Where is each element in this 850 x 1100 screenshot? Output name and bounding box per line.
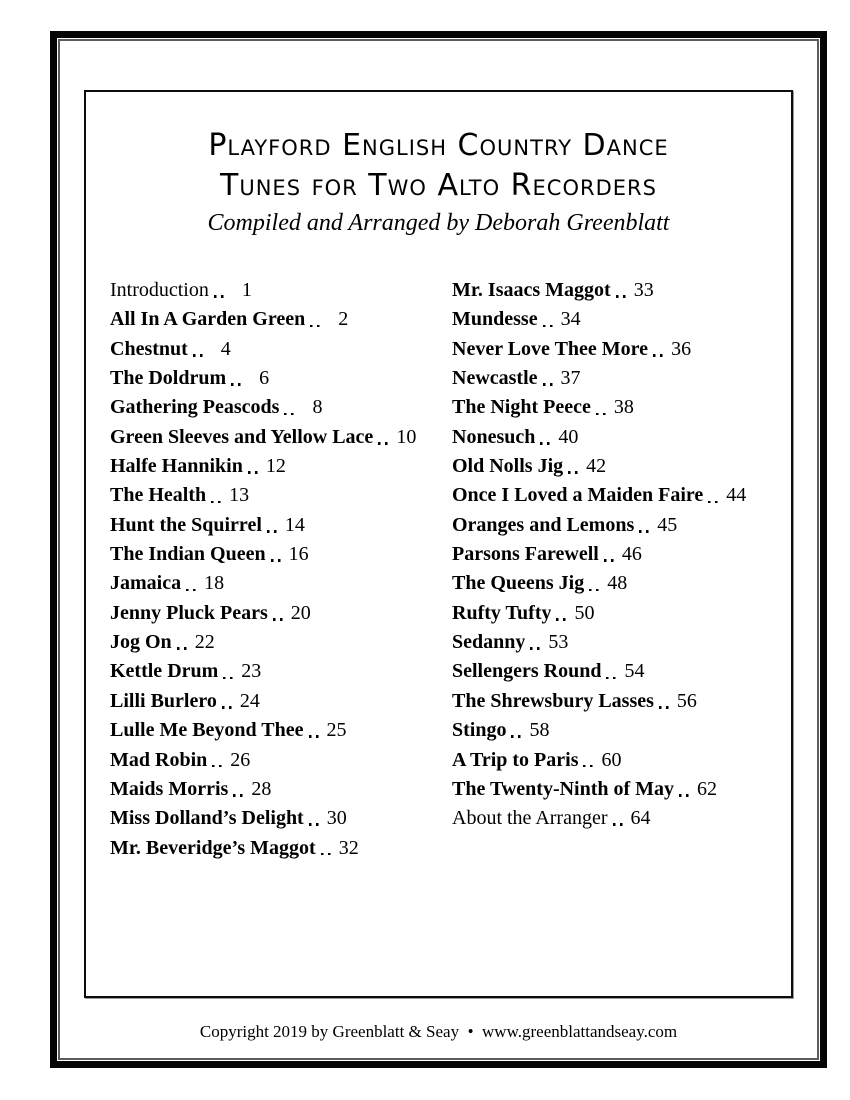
toc-entry-page: 8 <box>312 396 323 419</box>
toc-entry-title: Gathering Peascods <box>110 396 280 419</box>
toc-entry-title: Chestnut <box>110 337 188 360</box>
toc-entry-page: 30 <box>326 807 347 830</box>
toc-row <box>452 687 788 716</box>
toc-row <box>110 511 422 540</box>
toc-row <box>452 481 788 510</box>
toc-entry-title: Parsons Farewell <box>452 543 599 566</box>
toc-row <box>452 775 788 804</box>
toc-row <box>110 775 422 804</box>
toc-entry-title: The Doldrum <box>110 367 227 390</box>
dot-leader <box>309 823 319 826</box>
toc-entry-title: Sedanny <box>452 631 526 654</box>
toc-entry-page: 1 <box>241 279 252 301</box>
toc-entry-page: 6 <box>259 367 270 390</box>
dot-leader <box>211 501 221 504</box>
toc-row <box>110 540 422 569</box>
toc-row <box>110 481 422 510</box>
toc-entry-title: Introduction <box>110 279 209 301</box>
dot-leader <box>231 383 241 386</box>
inner-border-rule <box>58 39 819 1060</box>
toc-row <box>452 657 788 686</box>
toc-entry-page: 10 <box>396 425 417 448</box>
toc-entry-page: 28 <box>251 777 272 800</box>
toc-entry-page: 58 <box>529 719 550 742</box>
dot-leader <box>616 295 626 298</box>
dot-leader <box>223 677 233 680</box>
toc-entry-page: 16 <box>288 543 309 566</box>
toc-entry-title: Rufty Tufty <box>452 601 552 624</box>
dot-leader <box>378 442 388 445</box>
toc-entry-title: Lulle Me Beyond Thee <box>110 719 304 742</box>
dot-leader <box>284 413 294 416</box>
toc-entry-title: The Queens Jig <box>452 572 585 595</box>
toc-entry-title: The Shrewsbury Lasses <box>452 689 654 712</box>
toc-entry-page: 46 <box>621 543 642 566</box>
toc-entry-title: Never Love Thee More <box>452 337 649 360</box>
toc-entry-title: The Health <box>110 484 207 507</box>
dot-leader <box>186 589 196 592</box>
toc-entry-page: 34 <box>560 308 581 331</box>
dot-leader <box>604 559 614 562</box>
toc-entry-page: 45 <box>657 513 678 536</box>
toc-row <box>452 804 788 833</box>
title-block <box>86 126 791 240</box>
toc-row <box>110 687 422 716</box>
dot-leader <box>177 647 187 650</box>
dot-leader <box>708 501 718 504</box>
toc-column-right <box>452 276 788 863</box>
toc-entry-page: 22 <box>194 631 215 654</box>
toc-entry-page: 60 <box>601 748 622 771</box>
toc-entry-title: Jenny Pluck Pears <box>110 601 268 624</box>
toc-entry-title: Newcastle <box>452 367 538 390</box>
toc-row <box>452 335 788 364</box>
toc-entry-title: Miss Dolland’s Delight <box>110 807 304 830</box>
toc-row <box>110 746 422 775</box>
dot-leader <box>589 589 599 592</box>
dot-leader <box>271 559 281 562</box>
toc-entry-title: Kettle Drum <box>110 660 219 683</box>
dot-leader <box>267 530 277 533</box>
footer-copyright: Copyright 2019 by Greenblatt & Seay • www.greenblattandseay.com <box>199 1022 678 1041</box>
table-of-contents <box>86 276 791 863</box>
toc-row <box>452 393 788 422</box>
toc-entry-title: Jog On <box>110 631 172 654</box>
toc-entry-title: Nonesuch <box>452 425 536 448</box>
toc-row <box>110 657 422 686</box>
dot-leader <box>530 647 540 650</box>
toc-row <box>110 276 422 305</box>
toc-row <box>110 599 422 628</box>
dot-leader <box>233 794 243 797</box>
toc-entry-page: 23 <box>241 660 262 683</box>
toc-row <box>110 393 422 422</box>
dot-leader <box>214 295 224 298</box>
dot-leader <box>193 354 203 357</box>
toc-row <box>452 276 788 305</box>
toc-row <box>110 305 422 334</box>
toc-entry-page: 56 <box>676 689 697 712</box>
toc-entry-title: About the Arranger <box>452 807 608 830</box>
toc-entry-page: 14 <box>284 513 305 536</box>
outer-border-frame <box>50 31 827 1068</box>
toc-row <box>110 834 422 863</box>
toc-entry-title: Green Sleeves and Yellow Lace <box>110 425 374 448</box>
dot-leader <box>309 735 319 738</box>
dot-leader <box>511 735 521 738</box>
dot-leader <box>679 794 689 797</box>
toc-row <box>452 540 788 569</box>
toc-row <box>452 305 788 334</box>
page-title-line-2: Tunes for Two Alto Recorders <box>220 168 657 203</box>
toc-row <box>452 599 788 628</box>
dot-leader <box>639 530 649 533</box>
page-title-line-1: Playford English Country Dance <box>208 128 669 163</box>
toc-entry-page: 64 <box>630 807 651 830</box>
toc-entry-title: Jamaica <box>110 572 182 595</box>
toc-entry-page: 18 <box>204 572 225 595</box>
toc-entry-title: Hunt the Squirrel <box>110 513 262 536</box>
dot-leader <box>606 677 616 680</box>
toc-entry-title: The Twenty-Ninth of May <box>452 777 675 800</box>
toc-row <box>452 364 788 393</box>
toc-entry-page: 38 <box>613 396 634 419</box>
toc-entry-page: 53 <box>548 631 569 654</box>
toc-row <box>452 452 788 481</box>
toc-row <box>452 746 788 775</box>
toc-entry-title: Sellengers Round <box>452 660 602 683</box>
toc-row <box>452 716 788 745</box>
dot-leader <box>212 765 222 768</box>
toc-entry-page: 42 <box>586 455 607 478</box>
toc-column-left <box>110 276 422 863</box>
toc-entry-page: 37 <box>560 367 581 390</box>
toc-entry-title: Oranges and Lemons <box>452 513 635 536</box>
toc-entry-title: Maids Morris <box>110 777 229 800</box>
toc-entry-page: 44 <box>726 484 747 507</box>
dot-leader <box>310 325 320 328</box>
toc-entry-page: 2 <box>338 308 349 331</box>
toc-row <box>110 423 422 452</box>
dot-leader <box>543 383 553 386</box>
dot-leader <box>659 706 669 709</box>
toc-entry-title: The Night Peece <box>452 396 591 419</box>
toc-entry-page: 20 <box>290 601 311 624</box>
page-subtitle: Compiled and Arranged by Deborah Greenblatt <box>207 210 670 236</box>
toc-entry-page: 54 <box>624 660 645 683</box>
dot-leader <box>568 471 578 474</box>
toc-entry-title: Stingo <box>452 719 507 742</box>
toc-row <box>110 804 422 833</box>
toc-entry-page: 24 <box>239 689 260 712</box>
toc-row <box>452 511 788 540</box>
toc-entry-title: Mr. Beveridge’s Maggot <box>110 836 316 859</box>
dot-leader <box>613 823 623 826</box>
toc-entry-page: 62 <box>697 777 718 800</box>
toc-entry-page: 26 <box>230 748 251 771</box>
toc-entry-title: A Trip to Paris <box>452 748 579 771</box>
dot-leader <box>248 471 258 474</box>
toc-entry-title: All In A Garden Green <box>110 308 306 331</box>
toc-entry-page: 12 <box>265 455 286 478</box>
toc-entry-page: 4 <box>220 337 231 360</box>
toc-entry-page: 25 <box>326 719 347 742</box>
toc-entry-title: Lilli Burlero <box>110 689 217 712</box>
content-border-box <box>84 90 793 998</box>
toc-row <box>110 716 422 745</box>
dot-leader <box>222 706 232 709</box>
toc-entry-title: Mundesse <box>452 308 538 331</box>
toc-entry-title: Old Nolls Jig <box>452 455 564 478</box>
toc-entry-title: Mad Robin <box>110 748 208 771</box>
toc-entry-page: 33 <box>633 279 654 301</box>
toc-entry-title: Halfe Hannikin <box>110 455 243 478</box>
toc-entry-title: Mr. Isaacs Maggot <box>452 279 611 301</box>
toc-row <box>452 423 788 452</box>
toc-entry-page: 13 <box>229 484 250 507</box>
toc-entry-title: Once I Loved a Maiden Faire <box>452 484 704 507</box>
dot-leader <box>273 618 283 621</box>
dot-leader <box>653 354 663 357</box>
dot-leader <box>583 765 593 768</box>
toc-entry-page: 40 <box>558 425 579 448</box>
toc-entry-page: 36 <box>671 337 692 360</box>
dot-leader <box>321 853 331 856</box>
toc-entry-page: 48 <box>607 572 628 595</box>
toc-row <box>452 628 788 657</box>
toc-row <box>110 628 422 657</box>
dot-leader <box>596 413 606 416</box>
toc-entry-title: The Indian Queen <box>110 543 266 566</box>
toc-entry-page: 50 <box>574 601 595 624</box>
dot-leader <box>556 618 566 621</box>
toc-row <box>110 335 422 364</box>
dot-leader <box>540 442 550 445</box>
toc-row <box>452 569 788 598</box>
toc-entry-page: 32 <box>338 836 359 859</box>
toc-row <box>110 364 422 393</box>
toc-row <box>110 569 422 598</box>
dot-leader <box>543 325 553 328</box>
toc-row <box>110 452 422 481</box>
